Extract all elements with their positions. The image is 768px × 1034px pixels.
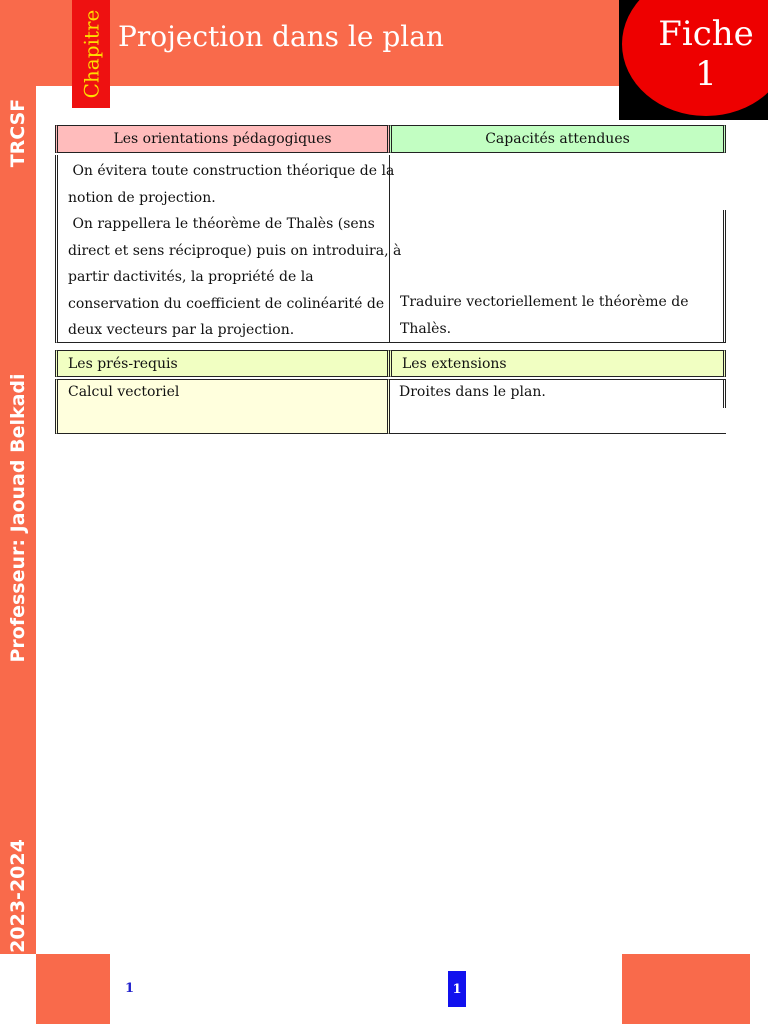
extensions-header — [389, 350, 726, 377]
footer-left-block — [36, 954, 110, 1024]
footer-right-block — [622, 954, 750, 1024]
capacites-right-border — [723, 210, 726, 342]
capacites-cell — [390, 155, 726, 343]
orientations-line: On évitera toute construction théorique de la — [68, 163, 395, 179]
capacites-header — [389, 125, 726, 153]
orientations-line: On rappellera le théorème de Thalès (sens — [68, 216, 375, 232]
year-label: 2023-2024 — [7, 839, 29, 953]
class-label: TRCSF — [7, 98, 29, 168]
extensions-header-text: Les extensions — [402, 355, 507, 372]
extensions-right-border — [723, 380, 726, 408]
orientations-line: deux vecteurs par la projection. — [68, 322, 295, 338]
chapitre-label: Chapitre — [79, 9, 103, 99]
fiche-number: 1 — [695, 54, 717, 94]
capacites-line: Thalès. — [400, 320, 452, 337]
extensions-cell — [389, 379, 726, 434]
orientations-header — [55, 125, 390, 153]
fiche-badge-text — [642, 14, 768, 94]
orientations-line: partir dactivités, la propriété de la — [68, 269, 314, 285]
orientations-header-text: Les orientations pédagogiques — [113, 131, 332, 147]
teacher-label: Professeur: Jaouad Belkadi — [7, 373, 29, 663]
prerequis-value: Calcul vectoriel — [68, 384, 180, 400]
capacites-text — [400, 289, 689, 342]
orientations-cell — [55, 155, 402, 343]
prerequis-header — [55, 350, 390, 377]
page-title: Projection dans le plan — [118, 20, 444, 53]
fiche-label: Fiche — [658, 14, 754, 54]
chapitre-label-wrap — [72, 0, 110, 108]
page-number-left: 1 — [125, 981, 135, 996]
capacites-line: Traduire vectoriellement le théorème de — [400, 294, 689, 310]
orientations-line: direct et sens réciproque) puis on introduira, à — [68, 242, 402, 259]
orientations-line: notion de projection. — [68, 189, 216, 206]
extensions-value: Droites dans le plan. — [399, 384, 546, 400]
capacites-header-text: Capacités attendues — [485, 131, 630, 147]
prerequis-header-text: Les prés-requis — [68, 355, 178, 372]
page-number-center: 1 — [448, 971, 466, 1007]
prerequis-cell — [55, 379, 390, 434]
orientations-line: conservation du coefficient de colinéarité de — [68, 295, 385, 312]
